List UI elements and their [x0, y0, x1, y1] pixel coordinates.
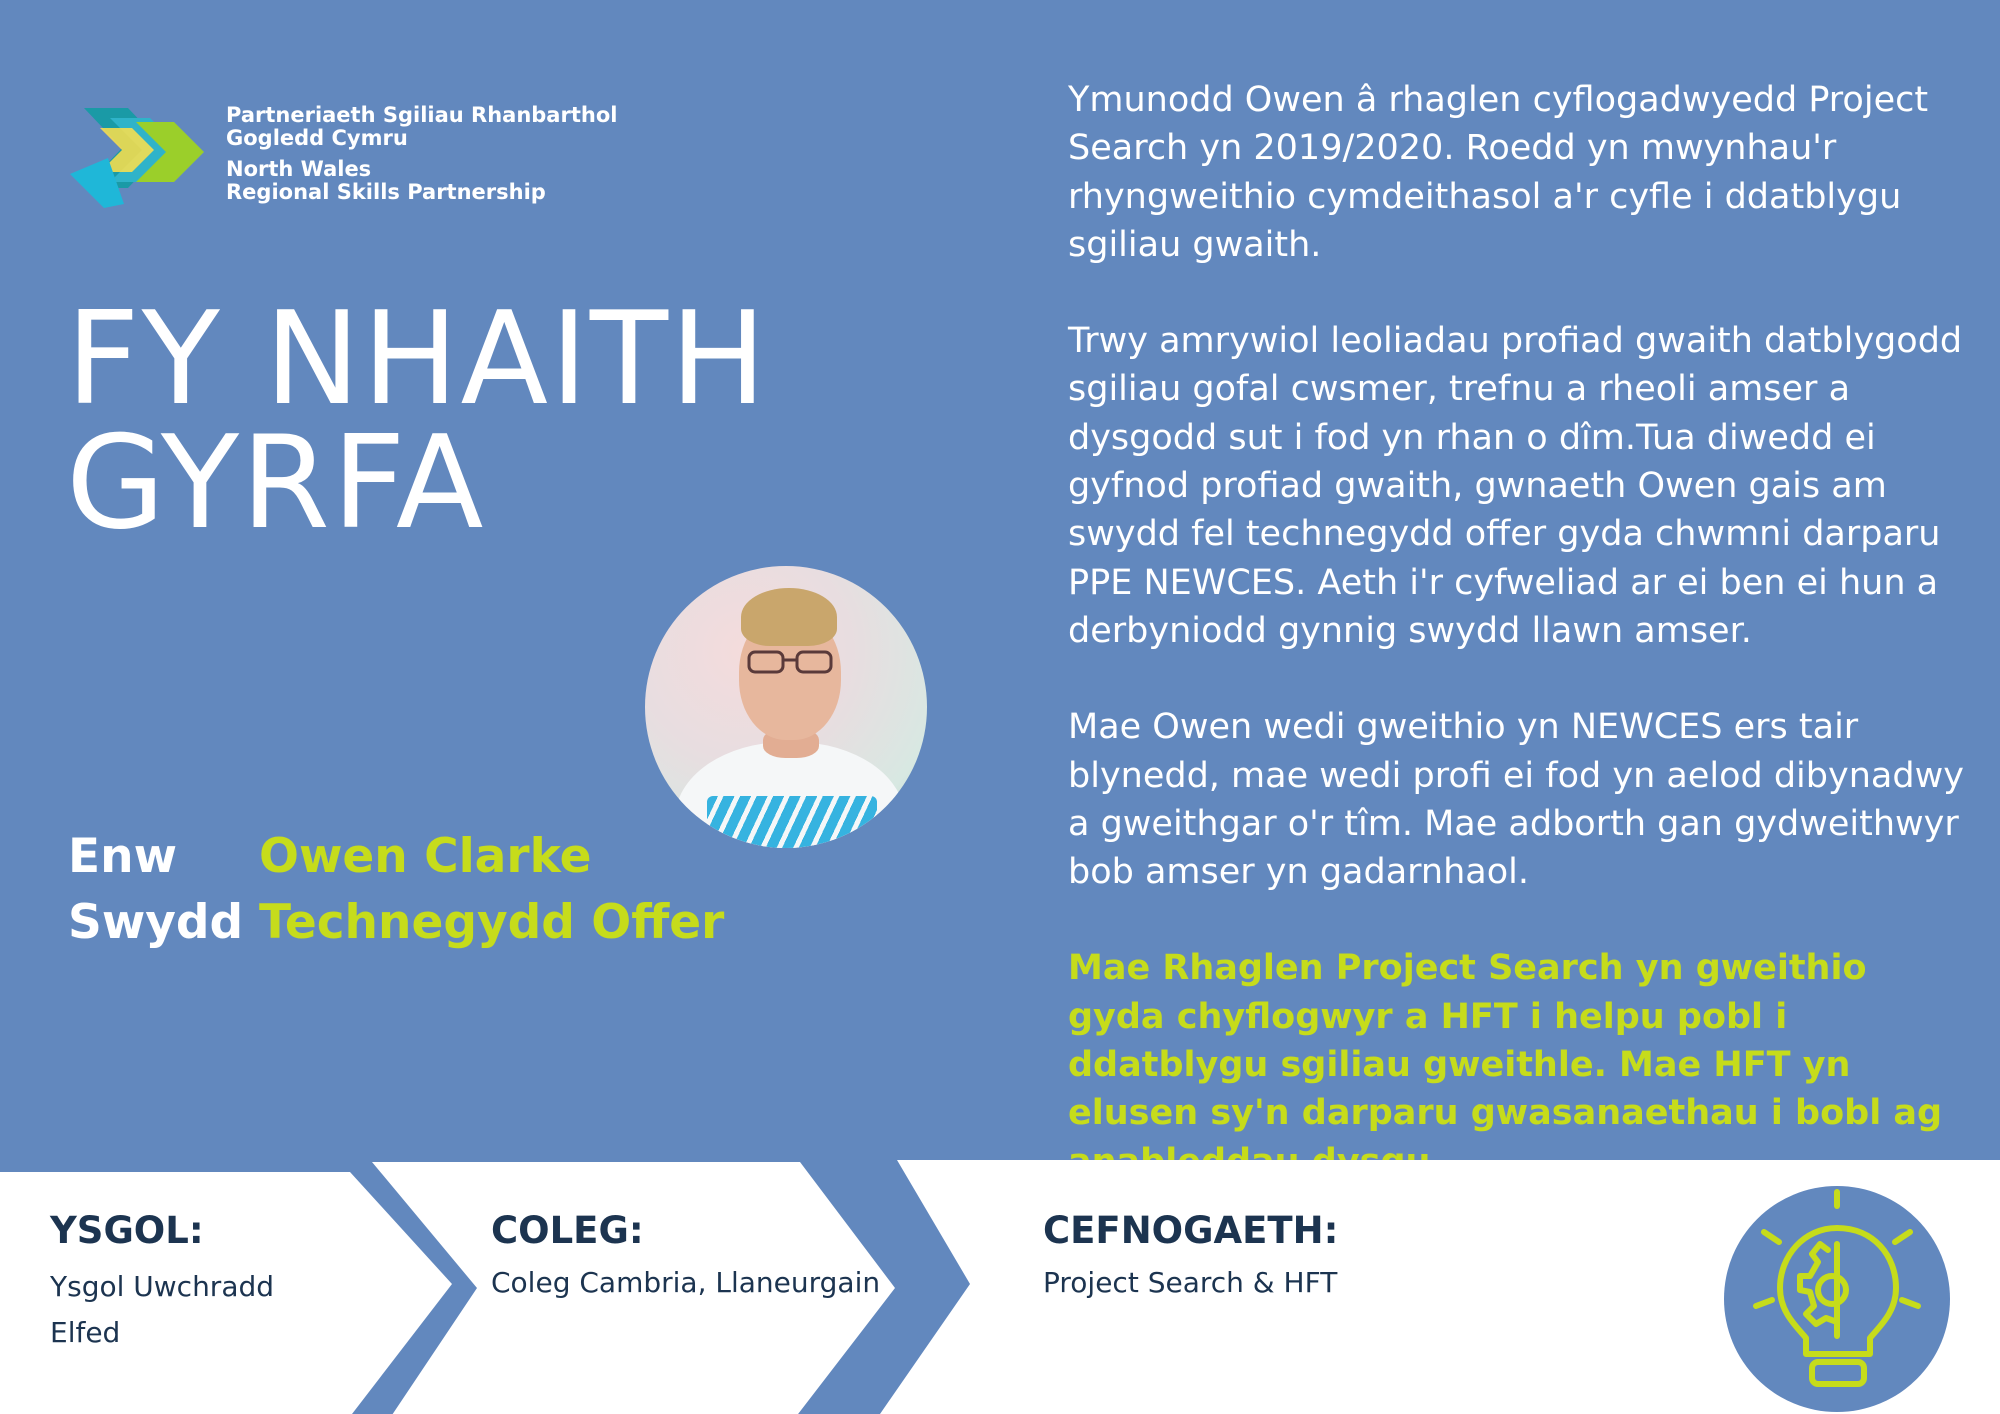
rsp-logo — [70, 104, 630, 208]
title-line-2: GYRFA — [66, 409, 486, 558]
job-value: Technegydd Offer — [259, 895, 725, 950]
story-paragraph-2: Trwy amrywiol leoliadau profiad gwaith datblygodd sgiliau gofal cwsmer, trefnu a rheoli amser a dysgodd sut i fod yn rhan o dîm.Tua diwedd ei gyfnod profiad gwaith, gwnaeth Owen gais am swydd fel technegydd offer gyda chwmni darparu PPE NEWCES. Aeth i'r cyfweliad ar ei ben ei hun a derbyniodd gynnig swydd llawn amser. — [1068, 321, 1963, 651]
college-value: Coleg Cambria, Llaneurgain — [491, 1266, 881, 1299]
lightbulb-badge — [1724, 1186, 1950, 1412]
support-value: Project Search & HFT — [1043, 1266, 1338, 1299]
story-paragraph-1: Ymunodd Owen â rhaglen cyflogadwyedd Project Search yn 2019/2020. Roedd yn mwynhau'r rhyngweithio cymdeithasol a'r cyfle i ddatblygu sgiliau gwaith. — [1068, 80, 1929, 265]
school-line-1: Ysgol Uwchradd — [50, 1270, 275, 1303]
college-title: COLEG: — [491, 1209, 644, 1252]
name-value: Owen Clarke — [259, 829, 592, 884]
page-title — [66, 285, 769, 558]
support-title: CEFNOGAETH: — [1043, 1209, 1339, 1252]
lightbulb-gear-icon — [1724, 1186, 1950, 1412]
rsp-chevron-logo-icon — [70, 104, 220, 208]
name-label: Enw — [68, 829, 177, 884]
story-text — [1068, 76, 1968, 1186]
story-paragraph-3: Mae Owen wedi gweithio yn NEWCES ers tair blynedd, mae wedi profi ei fod yn aelod dibynadwy a gweithgar o'r tîm. Mae adborth gan gydweithwyr bob amser yn gadarnhaol. — [1068, 707, 1964, 893]
profile-photo — [645, 566, 927, 848]
school-title: YSGOL: — [50, 1209, 204, 1252]
job-label: Swydd — [68, 895, 244, 950]
story-highlight: Mae Rhaglen Project Search yn gweithio gyda chyflogwyr a HFT i helpu pobl i ddatblygu sgiliau gweithle. Mae HFT yn elusen sy'n darparu gwasanaethau i bobl ag — [1068, 948, 1943, 1134]
logo-line-3: North Wales — [226, 157, 372, 181]
logo-line-4: Regional Skills Partnership — [226, 180, 546, 204]
logo-line-1: Partneriaeth Sgiliau Rhanbarthol — [226, 103, 618, 127]
logo-line-2: Gogledd Cymru — [226, 126, 408, 150]
title-line-1: FY NHAITH — [66, 285, 769, 434]
school-line-2: Elfed — [50, 1316, 121, 1349]
footer-band — [0, 1158, 2000, 1414]
